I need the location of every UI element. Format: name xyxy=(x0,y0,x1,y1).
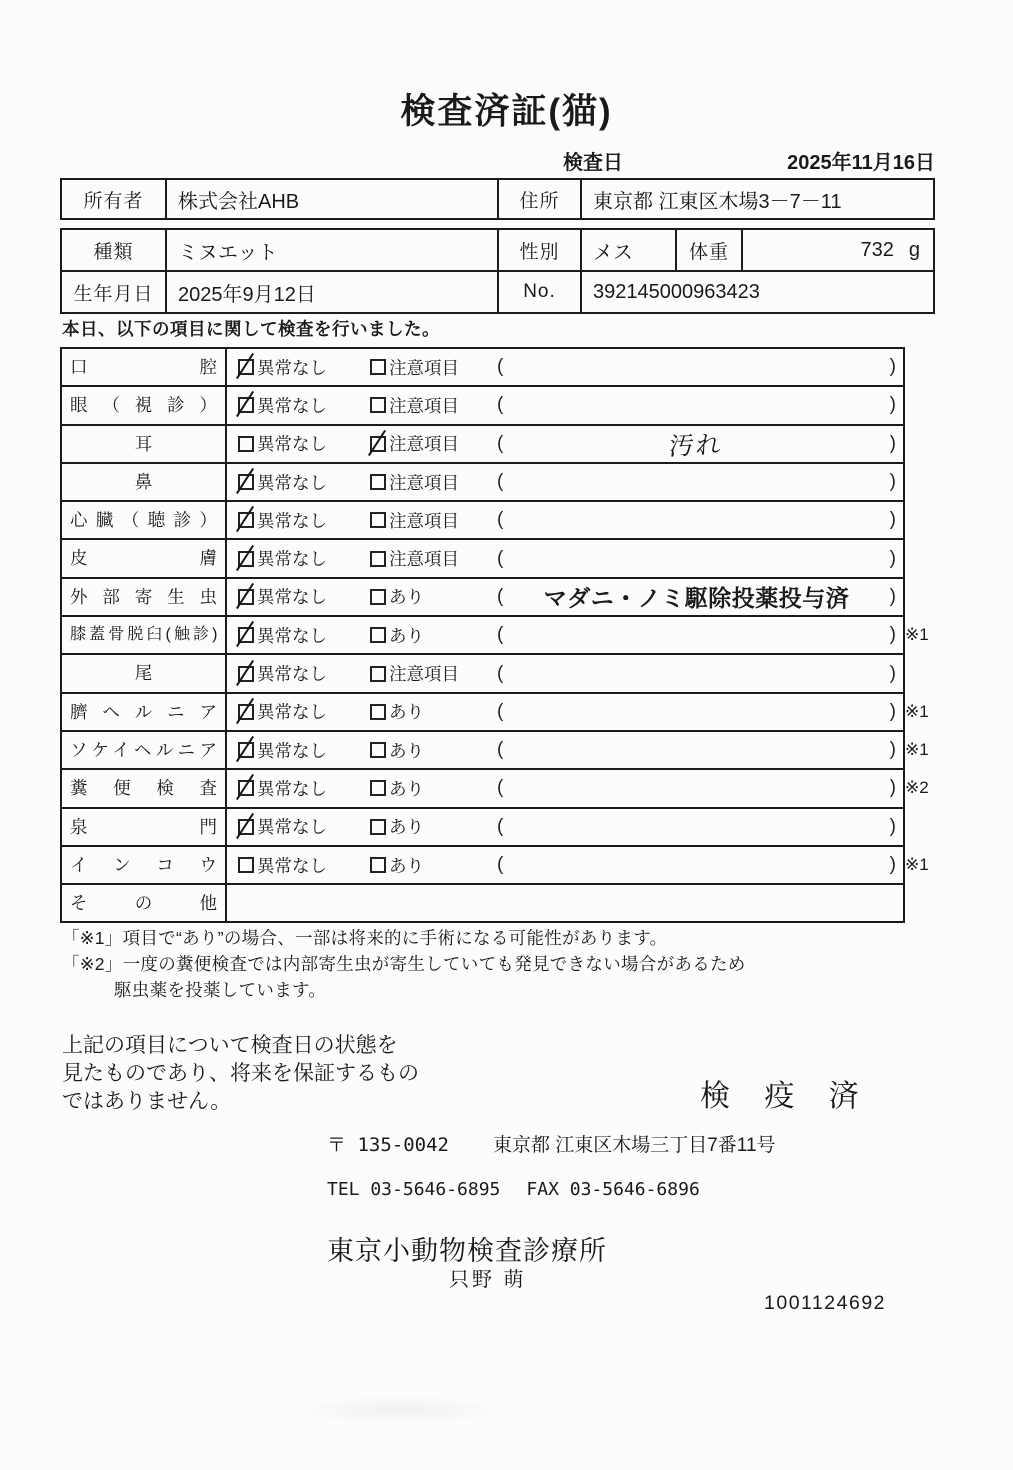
checklist-row xyxy=(62,462,903,500)
checkbox-normal xyxy=(238,589,254,605)
item-label: その他 xyxy=(62,885,227,921)
option-attention xyxy=(370,699,497,724)
address-value: 東京都 江東区木場3－7－11 xyxy=(580,180,933,218)
paren-open: ( xyxy=(497,471,504,493)
option-normal-label: 異常なし xyxy=(257,702,327,723)
item-options xyxy=(227,655,903,691)
item-options xyxy=(227,694,903,730)
checkbox-normal xyxy=(238,397,254,413)
option-normal-label: 異常なし xyxy=(257,625,327,646)
item-label: 泉門 xyxy=(62,809,227,845)
inspection-date-value: 2025年11月16日 xyxy=(787,152,935,174)
handwritten-checkmark xyxy=(236,506,254,532)
paren-open: ( xyxy=(497,394,504,416)
handwritten-checkmark xyxy=(236,545,254,571)
weight-label: 体重 xyxy=(675,230,741,270)
checklist-table xyxy=(60,347,929,923)
option-normal-label: 異常なし xyxy=(257,395,327,416)
option-normal xyxy=(238,776,370,801)
option-normal xyxy=(238,853,370,878)
option-normal-label: 異常なし xyxy=(257,817,327,838)
checkbox-normal xyxy=(238,627,254,643)
id-number-value: 392145000963423 xyxy=(580,272,933,312)
handwritten-checkmark xyxy=(236,391,254,417)
option-attention-label: あり xyxy=(389,778,424,799)
weight-number: 732 xyxy=(860,238,894,261)
remarks-field xyxy=(497,624,903,646)
checklist-row xyxy=(62,692,929,730)
disclaimer xyxy=(62,1032,419,1116)
paren-close: ) xyxy=(889,547,896,569)
footnote-ref: ※2 xyxy=(905,778,929,798)
handwritten-checkmark xyxy=(236,621,254,647)
footnote-ref: ※1 xyxy=(905,625,929,645)
paren-close: ) xyxy=(889,854,896,875)
option-normal xyxy=(238,814,370,839)
remarks-field xyxy=(497,816,903,838)
option-normal-label: 異常なし xyxy=(257,778,327,799)
birthdate-label: 生年月日 xyxy=(73,283,154,305)
option-normal xyxy=(238,546,370,571)
handwritten-checkmark xyxy=(236,353,254,379)
option-attention-label: あり xyxy=(389,625,424,646)
item-label: 眼（視診） xyxy=(62,387,227,423)
option-normal-label: 異常なし xyxy=(257,434,327,455)
checkbox-normal xyxy=(238,666,254,682)
option-attention-label: 注意項目 xyxy=(389,434,459,455)
item-options xyxy=(227,732,903,768)
paren-close: ) xyxy=(889,700,896,722)
handwritten-checkmark xyxy=(236,813,254,839)
checkbox-normal xyxy=(238,551,254,567)
option-attention xyxy=(370,508,497,533)
paren-open: ( xyxy=(497,624,504,646)
checkbox-normal xyxy=(238,780,254,796)
option-attention-label: あり xyxy=(389,855,424,876)
option-attention-label: 注意項目 xyxy=(389,357,459,378)
handwritten-checkmark xyxy=(368,430,386,456)
paren-close: ) xyxy=(889,394,896,416)
checklist-row xyxy=(62,845,929,883)
paren-close: ) xyxy=(889,356,896,378)
option-attention-label: 注意項目 xyxy=(389,510,459,531)
option-attention-label: 注意項目 xyxy=(389,472,459,493)
weight-unit: g xyxy=(908,238,920,261)
checklist-row xyxy=(62,538,903,576)
paren-open: ( xyxy=(497,356,504,378)
sex-value: メス xyxy=(580,230,675,270)
option-attention xyxy=(370,546,497,571)
paren-close: ) xyxy=(889,777,896,799)
option-attention xyxy=(370,355,497,380)
item-label: 膝蓋骨脱臼(触診) xyxy=(62,617,227,653)
option-normal-label: 異常なし xyxy=(257,472,327,493)
animal-info-table xyxy=(60,228,935,314)
intro-sentence: 本日、以下の項目に関して検査を行いました。 xyxy=(62,319,440,339)
checkbox-normal xyxy=(238,742,254,758)
paren-open: ( xyxy=(497,700,504,722)
option-normal-label: 異常なし xyxy=(257,664,327,685)
item-options xyxy=(227,349,903,385)
checkbox-attention xyxy=(370,819,386,835)
remarks-field xyxy=(497,663,903,685)
footnote-2-line1: 「※2」一度の糞便検査では内部寄生虫が寄生していても発見できない場合があるため xyxy=(62,954,746,974)
checklist-row xyxy=(62,730,929,768)
item-label: 心臓（聴診） xyxy=(62,502,227,538)
handwritten-checkmark xyxy=(236,583,254,609)
checklist-row xyxy=(62,500,903,538)
inspection-date-label: 検査日 xyxy=(563,152,623,174)
paren-open: ( xyxy=(497,547,504,569)
remarks-field xyxy=(497,548,903,570)
remarks-field xyxy=(497,356,903,378)
remarks-field xyxy=(497,509,903,531)
option-attention-label: 注意項目 xyxy=(389,549,459,570)
option-attention-label: 注意項目 xyxy=(389,395,459,416)
item-options xyxy=(227,464,903,500)
option-attention xyxy=(370,661,497,686)
checkbox-attention xyxy=(370,397,386,413)
breed-label: 種類 xyxy=(93,241,134,263)
handwritten-checkmark xyxy=(236,659,254,685)
checklist-row xyxy=(62,615,929,653)
checkbox-attention xyxy=(370,436,386,452)
remarks-field xyxy=(497,777,903,799)
option-attention xyxy=(370,431,497,456)
paren-open: ( xyxy=(497,432,504,454)
option-attention-label: あり xyxy=(389,587,424,608)
option-attention xyxy=(370,393,497,418)
item-label: 外部寄生虫 xyxy=(62,579,227,615)
item-options xyxy=(227,617,903,653)
checkbox-attention xyxy=(370,857,386,873)
handwritten-checkmark xyxy=(236,736,254,762)
item-label: 皮膚 xyxy=(62,540,227,576)
option-normal xyxy=(238,431,370,456)
checkbox-attention xyxy=(370,704,386,720)
option-normal xyxy=(238,393,370,418)
owner-table xyxy=(60,178,935,220)
paren-close: ) xyxy=(889,815,896,837)
disclaimer-line2: 見たものであり、将来を保証するもの xyxy=(62,1062,419,1085)
paren-close: ) xyxy=(889,662,896,684)
item-options xyxy=(227,579,903,615)
footnote-ref: ※1 xyxy=(905,854,929,874)
checklist-row xyxy=(62,883,903,921)
paren-close: ) xyxy=(889,471,896,493)
item-label: 糞便検査 xyxy=(62,770,227,806)
birthdate-value: 2025年9月12日 xyxy=(165,272,497,312)
clinic-name: 東京小動物検査診療所 xyxy=(327,1236,607,1266)
fax-number: FAX 03-5646-6896 xyxy=(526,1179,700,1200)
checkbox-normal xyxy=(238,704,254,720)
inspection-date-row xyxy=(563,146,935,175)
checklist-row xyxy=(62,807,903,845)
checkbox-normal xyxy=(238,819,254,835)
option-attention xyxy=(370,738,497,763)
checkbox-normal xyxy=(238,474,254,490)
paren-close: ) xyxy=(889,509,896,531)
option-normal xyxy=(238,661,370,686)
quarantine-stamp: 検 疫 済 xyxy=(700,1080,872,1113)
checkbox-attention xyxy=(370,742,386,758)
option-attention-label: 注意項目 xyxy=(389,664,459,685)
item-options xyxy=(227,770,903,806)
option-attention xyxy=(370,853,497,878)
item-label: 鼻 xyxy=(62,464,227,500)
paren-open: ( xyxy=(497,509,504,531)
option-normal xyxy=(238,470,370,495)
paren-close: ) xyxy=(889,432,896,454)
item-label: ソケイヘルニア xyxy=(62,732,227,768)
item-label: 臍ヘルニア xyxy=(62,694,227,730)
remarks-field xyxy=(497,854,903,876)
option-normal-label: 異常なし xyxy=(257,855,327,876)
checkbox-normal xyxy=(238,436,254,452)
postal-code: 〒 135-0042 xyxy=(327,1134,449,1156)
remarks-field xyxy=(497,580,903,613)
checkbox-attention xyxy=(370,359,386,375)
clinic-address: 東京都 江東区木場三丁目7番11号 xyxy=(492,1135,776,1156)
phone-line xyxy=(327,1179,700,1200)
paren-open: ( xyxy=(497,854,504,875)
disclaimer-line3: ではありません。 xyxy=(62,1090,232,1113)
paren-close: ) xyxy=(889,739,896,761)
inspector-name: 只野 萌 xyxy=(449,1269,527,1291)
option-attention xyxy=(370,776,497,801)
option-attention xyxy=(370,470,497,495)
checkbox-attention xyxy=(370,551,386,567)
owner-label: 所有者 xyxy=(83,190,144,212)
checkbox-attention xyxy=(370,627,386,643)
remarks-text: 汚れ xyxy=(668,429,725,461)
remarks-field xyxy=(497,739,903,761)
checklist-row xyxy=(62,424,903,462)
remarks-text: マダニ・ノミ駆除投薬投与済 xyxy=(543,585,850,612)
option-normal-label: 異常なし xyxy=(257,357,327,378)
checklist-row xyxy=(62,385,903,423)
checklist-row xyxy=(62,768,929,806)
checkbox-attention xyxy=(370,666,386,682)
disclaimer-line1: 上記の項目について検査日の状態を xyxy=(62,1034,398,1057)
option-attention-label: あり xyxy=(389,817,424,838)
checkbox-attention xyxy=(370,589,386,605)
option-attention xyxy=(370,814,497,839)
option-attention xyxy=(370,584,497,609)
option-normal xyxy=(238,355,370,380)
handwritten-checkmark xyxy=(236,774,254,800)
option-normal-label: 異常なし xyxy=(257,740,327,761)
serial-number: 1001124692 xyxy=(764,1292,887,1314)
sex-label: 性別 xyxy=(497,230,580,270)
item-options xyxy=(227,847,903,883)
item-options xyxy=(227,809,903,845)
remarks-field xyxy=(497,701,903,723)
remarks-field xyxy=(497,426,903,462)
checklist-row xyxy=(62,577,903,615)
option-normal xyxy=(238,508,370,533)
paren-close: ) xyxy=(889,585,896,607)
option-attention-label: あり xyxy=(389,702,424,723)
option-normal xyxy=(238,699,370,724)
item-label: 耳 xyxy=(62,426,227,462)
address-label: 住所 xyxy=(497,180,580,218)
checklist-row xyxy=(62,349,903,385)
option-normal xyxy=(238,584,370,609)
paren-close: ) xyxy=(889,624,896,646)
item-label: インコウ xyxy=(62,847,227,883)
checkbox-attention xyxy=(370,780,386,796)
footnotes xyxy=(62,925,746,1003)
option-normal-label: 異常なし xyxy=(257,587,327,608)
option-normal-label: 異常なし xyxy=(257,549,327,570)
option-normal xyxy=(238,738,370,763)
tel-number: TEL 03-5646-6895 xyxy=(327,1179,501,1200)
item-label: 尾 xyxy=(62,655,227,691)
weight-value xyxy=(741,230,933,270)
handwritten-checkmark xyxy=(236,698,254,724)
option-normal xyxy=(238,623,370,648)
checkbox-normal xyxy=(238,359,254,375)
checkbox-attention xyxy=(370,512,386,528)
item-options xyxy=(227,502,903,538)
checkbox-normal xyxy=(238,857,254,873)
remarks-field xyxy=(497,394,903,416)
document-title: 検査済証(猫) xyxy=(400,92,613,131)
id-number-label: No. xyxy=(497,272,580,312)
handwritten-checkmark xyxy=(236,468,254,494)
option-attention-label: あり xyxy=(389,740,424,761)
checkbox-attention xyxy=(370,474,386,490)
option-attention xyxy=(370,623,497,648)
item-label: 口腔 xyxy=(62,349,227,385)
item-options xyxy=(227,540,903,576)
paren-open: ( xyxy=(497,815,504,837)
checklist-row xyxy=(62,653,903,691)
item-options xyxy=(227,885,903,921)
paren-open: ( xyxy=(497,777,504,799)
breed-value: ミヌエット xyxy=(165,230,497,270)
remarks-field xyxy=(497,471,903,493)
item-options xyxy=(227,387,903,423)
footnote-1: 「※1」項目で“あり”の場合、一部は将来的に手術になる可能性があります。 xyxy=(62,928,668,948)
paren-open: ( xyxy=(497,662,504,684)
option-normal-label: 異常なし xyxy=(257,510,327,531)
clinic-address-line xyxy=(327,1130,776,1157)
footnote-2-line2: 駆虫薬を投薬しています。 xyxy=(114,980,327,1000)
paren-open: ( xyxy=(497,739,504,761)
paren-open: ( xyxy=(497,585,504,607)
footnote-ref: ※1 xyxy=(905,701,929,721)
checkbox-normal xyxy=(238,512,254,528)
footnote-ref: ※1 xyxy=(905,739,929,759)
owner-value: 株式会社AHB xyxy=(165,180,497,218)
item-options xyxy=(227,426,903,462)
